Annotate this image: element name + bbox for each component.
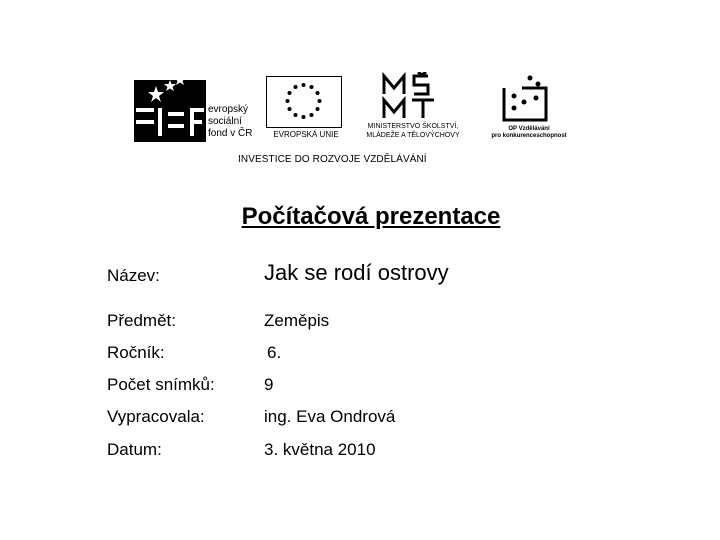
logo-strip <box>134 72 574 172</box>
eu-logo <box>266 76 344 144</box>
eu-flag <box>266 76 342 128</box>
op-logo-mark <box>500 74 552 124</box>
op-line-2: pro konkurenceschopnost <box>491 133 567 139</box>
esf-logo-text <box>208 104 252 140</box>
field-value: ing. Eva Ondrová <box>264 407 396 426</box>
esf-logo-mark <box>134 72 206 142</box>
field-value: Jak se rodí ostrovy <box>264 260 449 285</box>
field-row-rocnik <box>107 343 667 375</box>
field-value: 6. <box>267 343 282 362</box>
esf-line-1: evropský <box>208 104 249 115</box>
field-row-nazev <box>107 260 667 298</box>
op-logo <box>484 74 574 144</box>
field-row-datum <box>107 440 667 472</box>
esf-logo <box>134 72 254 144</box>
field-row-predmet <box>107 311 667 343</box>
field-row-pocet-snimku <box>107 375 667 407</box>
field-row-vypracovala <box>107 407 667 439</box>
eu-label: EVROPSKÁ UNIE <box>273 130 339 139</box>
field-label: Datum: <box>107 440 162 459</box>
eu-stars-icon <box>267 77 340 126</box>
field-label: Počet snímků: <box>107 375 215 394</box>
field-value: 3. května 2010 <box>264 440 376 459</box>
op-line-1: OP Vzdělávání <box>508 126 550 132</box>
esf-line-3: fond v ČR <box>208 128 253 139</box>
field-label: Vypracovala: <box>107 407 205 426</box>
msmt-line-2: MLÁDEŽE A TĚLOVÝCHOVY <box>366 132 460 139</box>
investice-slogan: INVESTICE DO ROZVOJE VZDĚLÁVÁNÍ <box>238 154 427 165</box>
field-value: Zeměpis <box>264 311 330 330</box>
msmt-logo <box>348 72 478 144</box>
field-value: 9 <box>264 375 274 394</box>
field-label: Předmět: <box>107 311 176 330</box>
msmt-line-1: MINISTERSTVO ŠKOLSTVÍ, <box>367 123 459 130</box>
msmt-logo-mark <box>382 72 442 120</box>
msmt-label <box>348 122 478 140</box>
op-label <box>484 126 574 140</box>
field-label: Ročník: <box>107 343 165 362</box>
presentation-title: Počítačová prezentace <box>241 203 501 230</box>
esf-line-2: sociální <box>208 116 242 127</box>
field-label: Název: <box>107 266 160 285</box>
